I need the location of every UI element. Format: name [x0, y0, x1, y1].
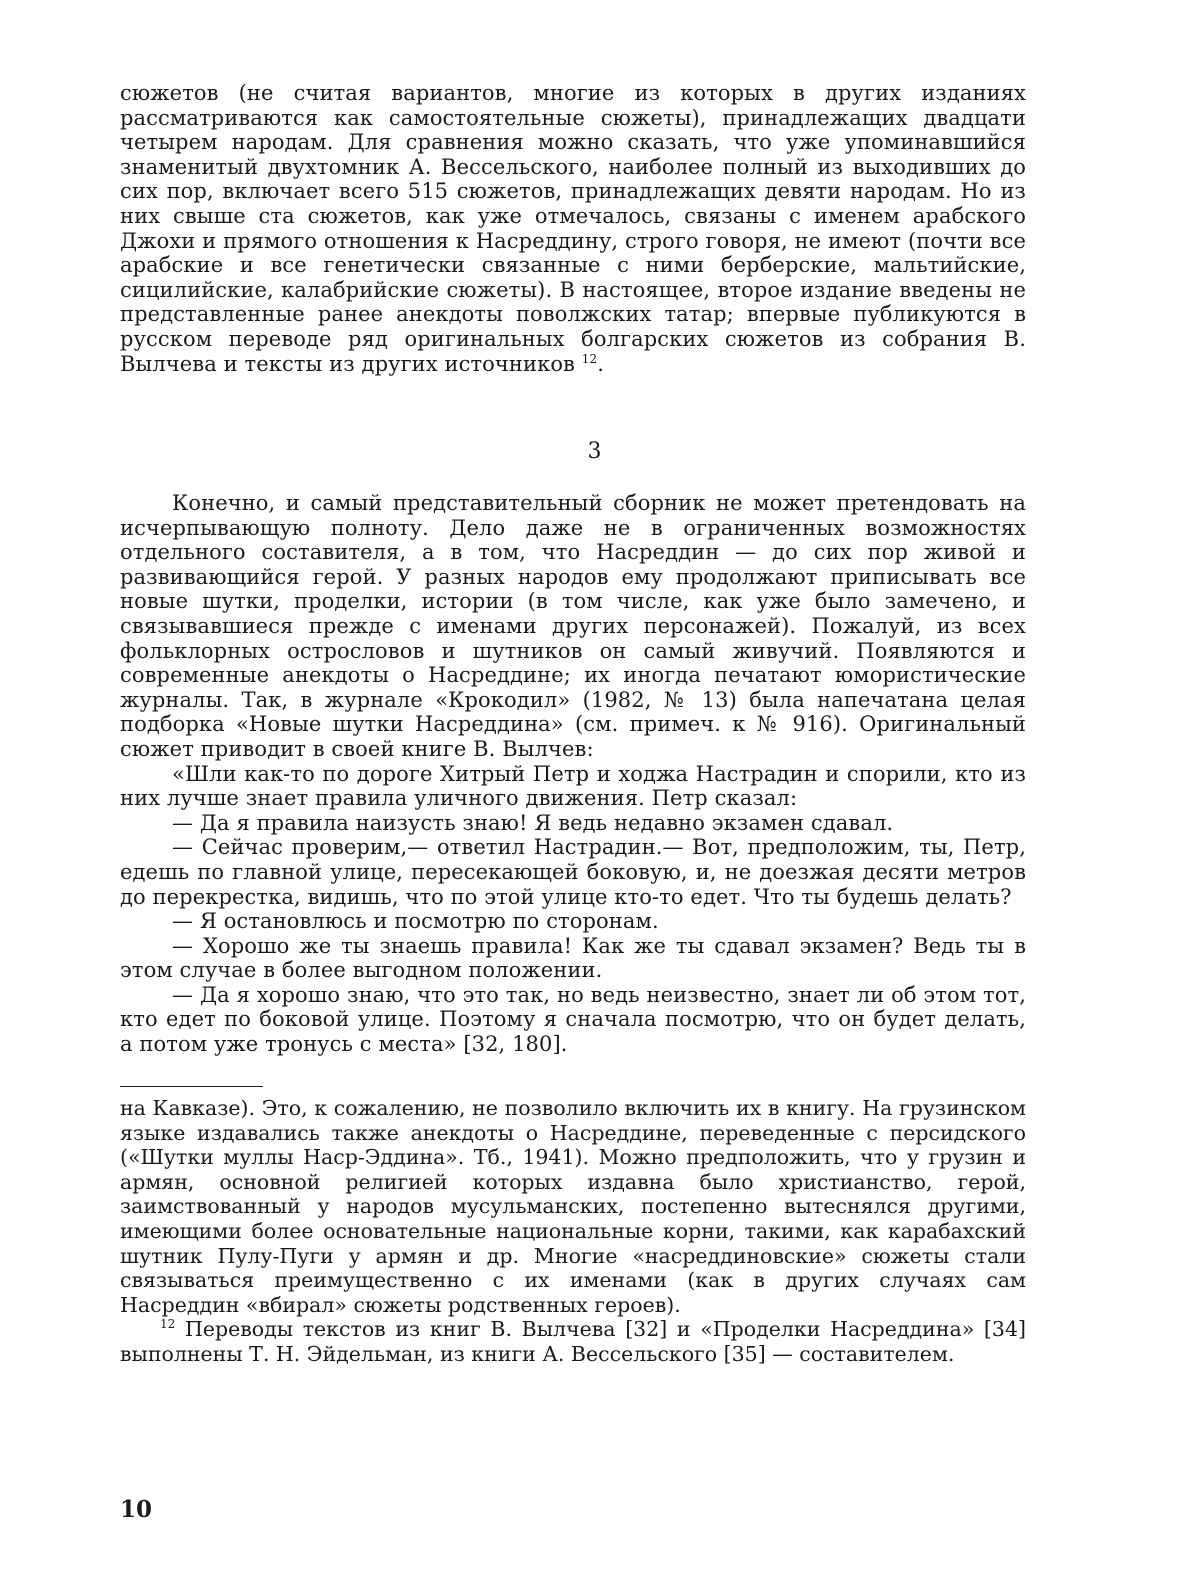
quote-paragraph: «Шли как-то по дороге Хитрый Петр и ходжа Настрадин и спорили, кто из них лучше знает правила уличного движения. Петр сказал:: [120, 761, 1026, 811]
footnote-continuation: на Кавказе). Это, к сожалению, не позволило включить их в книгу. На грузинском языке издавались также анекдоты о Насреддине, переведенные с персидского («Шутки муллы Наср-Эддина». Тб., 1941). Можно предположить, что у грузин и армян, основной религией которых издавна было христианство, герой, заимствованный у народов мусульманских, постепенно вытеснялся другими, имеющими более основательные национальные корни, такими, как карабахский шутник Пулу-Пуги у армян и др. Многие «насреддиновские» сюжеты стали связываться преимущественно с их именами (как в других случаях сам Насреддин «вбирал» сюжеты родственных героев).: [120, 1096, 1026, 1317]
dialogue-line: — Да я хорошо знаю, что это так, но ведь неизвестно, знает ли об этом тот, кто едет по боковой улице. Поэтому я сначала посмотрю, что он будет делать, а потом уже тронусь с места» [32, 180].: [120, 982, 1026, 1057]
footnote-reference: 12: [581, 351, 598, 366]
dialogue-line: — Я остановлюсь и посмотрю по сторонам.: [172, 909, 659, 934]
footnote-number: 12: [160, 1317, 176, 1332]
dialogue-line: — Хорошо же ты знаешь правила! Как же ты сдавал экзамен? Ведь ты в этом случае в более выгодном положении.: [120, 933, 1026, 983]
section-number-heading: 3: [587, 439, 604, 464]
footnote-text: Переводы текстов из книг В. Вылчева [32] и «Проделки Насреддина» [34] выполнены Т. Н. Эйдельман, из книги А. Вессельского [35] — составителем.: [120, 1317, 1026, 1366]
footnote-divider: [120, 1086, 263, 1087]
body-paragraph: [120, 81, 1026, 376]
section-paragraph: Конечно, и самый представительный сборник не может претендовать на исчерпывающую полноту. Дело даже не в ограниченных возможностях отдельного составителя, а в том, что Насреддин — до сих пор живой и развивающийся герой. У разных народов ему продолжают приписывать все новые шутки, проделки, истории (в том числе, как уже было замечено, и связывавшиеся прежде с именами других персонажей). Пожалуй, из всех фольклорных острословов и шутников он самый живучий. Появляются и современные анекдоты о Насреддине; их иногда печатают юмористические журналы. Так, в журнале «Крокодил» (1982, № 13) была напечатана целая подборка «Новые шутки Насреддина» (см. примеч. к № 916). Оригинальный сюжет приводит в своей книге В. Вылчев:: [120, 491, 1026, 761]
dialogue-line: — Да я правила наизусть знаю! Я ведь недавно экзамен сдавал.: [172, 810, 894, 835]
page-number: 10: [120, 1496, 153, 1523]
footnotes-block: [120, 1096, 1026, 1367]
footnote-12: [120, 1317, 1026, 1366]
section-3-body: [120, 491, 1026, 1057]
paragraph-end-punct: .: [597, 351, 605, 376]
paragraph-text: сюжетов (не считая вариантов, многие из которых в других изданиях рассматриваются как самостоятельные сюжеты), принадлежащих двадцати четырем народам. Для сравнения можно сказать, что уже упоминавшийся знаменитый двухтомник А. Вессельского, наиболее полный из выходивших до сих пор, включает всего 515 сюжетов, принадлежащих девяти народам. Но из них свыше ста сюжетов, как уже отмечалось, связаны с именем арабского Джохи и прямого отношения к Насреддину, строго говоря, не имеют (почти все арабские и все генетически связанные с ними берберские, мальтийские, сицилийские, калабрийские сюжеты). В настоящее, второе издание введены не представленные ранее анекдоты поволжских татар; впервые публикуются в русском переводе ряд оригинальных болгарских сюжетов из собрания В. Вылчева и тексты из других источников: [120, 81, 1026, 376]
paragraph-continuation: [120, 81, 1026, 376]
dialogue-line: — Сейчас проверим,— ответил Настрадин.— Вот, предположим, ты, Петр, едешь по главной улице, пересекающей боковую, и, не доезжая десяти метров до перекрестка, видишь, что по этой улице кто-то едет. Что ты будешь делать?: [120, 835, 1026, 909]
